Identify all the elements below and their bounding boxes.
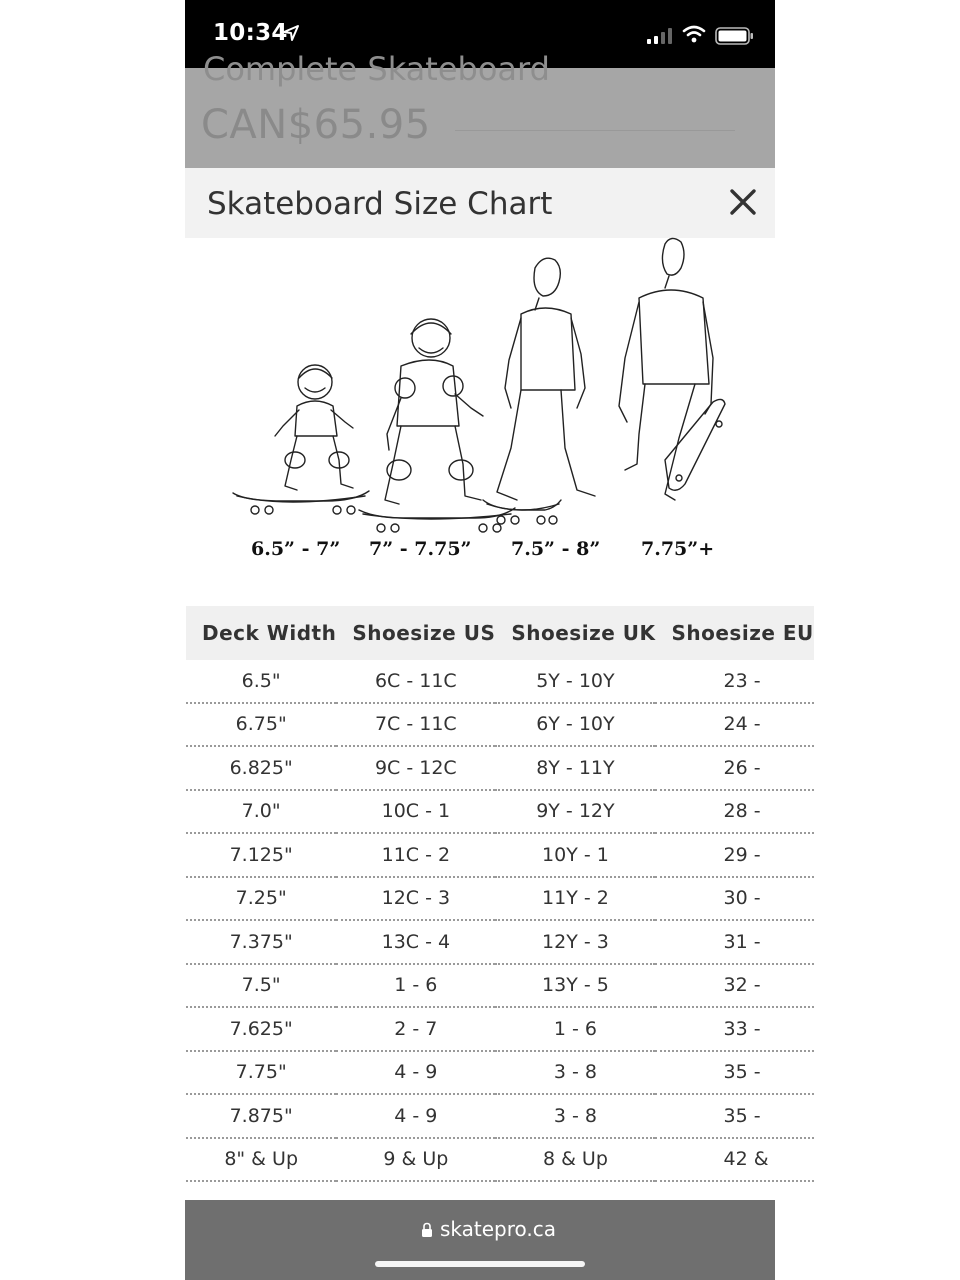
size-table: [186, 606, 814, 1182]
cell-deck-width: 7.375": [186, 920, 336, 964]
divider: [455, 130, 735, 131]
cell-shoesize-eu: 32 -: [655, 964, 813, 1008]
cell-shoesize-us: 10C - 1: [336, 790, 495, 834]
phone-screen: [185, 0, 814, 1280]
table-row: [186, 703, 814, 747]
table-row: [186, 920, 814, 964]
cell-deck-width: 6.825": [186, 746, 336, 790]
url-text: skatepro.ca: [440, 1217, 557, 1241]
cell-shoesize-us: 1 - 6: [336, 964, 495, 1008]
close-icon: [725, 184, 761, 220]
cell-shoesize-eu: 42 &: [655, 1138, 813, 1182]
cell-shoesize-us: 11C - 2: [336, 833, 495, 877]
cell-deck-width: 7.875": [186, 1094, 336, 1138]
cell-shoesize-eu: 33 -: [655, 1007, 813, 1051]
cell-deck-width: 7.25": [186, 877, 336, 921]
cell-deck-width: 7.5": [186, 964, 336, 1008]
cell-shoesize-uk: 9Y - 12Y: [495, 790, 655, 834]
cell-shoesize-eu: 35 -: [655, 1094, 813, 1138]
table-body: [186, 660, 814, 1181]
skater-sizes-illustration: [225, 238, 745, 568]
cell-shoesize-uk: 8Y - 11Y: [495, 746, 655, 790]
cell-shoesize-uk: 13Y - 5: [495, 964, 655, 1008]
browser-address-bar[interactable]: [185, 1200, 775, 1280]
cell-deck-width: 6.5": [186, 660, 336, 703]
status-time: 10:34: [213, 20, 288, 46]
size-label-adult: 7.75”+: [641, 538, 715, 560]
cell-shoesize-us: 4 - 9: [336, 1094, 495, 1138]
cell-shoesize-uk: 5Y - 10Y: [495, 660, 655, 703]
size-label-toddler: 6.5” - 7”: [251, 538, 341, 560]
table-row: [186, 964, 814, 1008]
table-row: [186, 1007, 814, 1051]
column-header-shoesize-eu: Shoesize EU: [655, 606, 813, 660]
size-label-teen: 7.5” - 8”: [511, 538, 601, 560]
cell-deck-width: 7.125": [186, 833, 336, 877]
size-label-child: 7” - 7.75”: [369, 538, 472, 560]
cell-shoesize-uk: 1 - 6: [495, 1007, 655, 1051]
cell-shoesize-us: 12C - 3: [336, 877, 495, 921]
home-indicator[interactable]: [375, 1261, 585, 1267]
cell-shoesize-eu: 35 -: [655, 1051, 813, 1095]
battery-icon: [715, 27, 755, 49]
table-row: [186, 746, 814, 790]
cell-deck-width: 6.75": [186, 703, 336, 747]
cell-shoesize-us: 9 & Up: [336, 1138, 495, 1182]
cell-shoesize-eu: 24 -: [655, 703, 813, 747]
location-arrow-icon: [282, 24, 300, 46]
cell-shoesize-uk: 3 - 8: [495, 1051, 655, 1095]
cell-shoesize-uk: 12Y - 3: [495, 920, 655, 964]
cell-shoesize-eu: 30 -: [655, 877, 813, 921]
size-chart-modal: [185, 168, 814, 1200]
toddler-skater-figure: [233, 365, 369, 514]
modal-title: Skateboard Size Chart: [207, 186, 553, 222]
cell-shoesize-eu: 29 -: [655, 833, 813, 877]
cell-shoesize-uk: 10Y - 1: [495, 833, 655, 877]
table-row: [186, 1138, 814, 1182]
table-row: [186, 877, 814, 921]
cell-deck-width: 7.75": [186, 1051, 336, 1095]
child-skater-figure: [359, 319, 515, 532]
cell-shoesize-eu: 26 -: [655, 746, 813, 790]
cell-deck-width: 7.625": [186, 1007, 336, 1051]
cellular-signal-icon: [647, 28, 675, 48]
product-name: Complete Skateboard: [203, 50, 550, 88]
column-header-shoesize-uk: Shoesize UK: [495, 606, 655, 660]
table-row: [186, 790, 814, 834]
teen-skater-figure: [483, 258, 595, 524]
cell-shoesize-us: 4 - 9: [336, 1051, 495, 1095]
cell-shoesize-us: 6C - 11C: [336, 660, 495, 703]
table-row: [186, 1094, 814, 1138]
table-row: [186, 1051, 814, 1095]
column-header-deck-width: Deck Width: [186, 606, 336, 660]
size-table-scroll-area[interactable]: [202, 606, 814, 1176]
table-header-row: [186, 606, 814, 660]
cell-shoesize-uk: 6Y - 10Y: [495, 703, 655, 747]
cell-shoesize-us: 2 - 7: [336, 1007, 495, 1051]
cell-shoesize-uk: 3 - 8: [495, 1094, 655, 1138]
product-price: CAN$65.95: [201, 102, 431, 148]
lock-icon: [421, 1222, 433, 1242]
cell-shoesize-us: 13C - 4: [336, 920, 495, 964]
modal-header: [185, 168, 775, 238]
adult-skater-figure: [619, 238, 725, 500]
cell-shoesize-eu: 23 -: [655, 660, 813, 703]
cell-deck-width: 8" & Up: [186, 1138, 336, 1182]
cell-shoesize-eu: 28 -: [655, 790, 813, 834]
column-header-shoesize-us: Shoesize US: [336, 606, 495, 660]
cell-deck-width: 7.0": [186, 790, 336, 834]
table-row: [186, 660, 814, 703]
cell-shoesize-uk: 11Y - 2: [495, 877, 655, 921]
close-button[interactable]: [725, 184, 761, 220]
cell-shoesize-us: 7C - 11C: [336, 703, 495, 747]
wifi-icon: [682, 25, 706, 47]
cell-shoesize-us: 9C - 12C: [336, 746, 495, 790]
cell-shoesize-eu: 31 -: [655, 920, 813, 964]
table-row: [186, 833, 814, 877]
cell-shoesize-uk: 8 & Up: [495, 1138, 655, 1182]
